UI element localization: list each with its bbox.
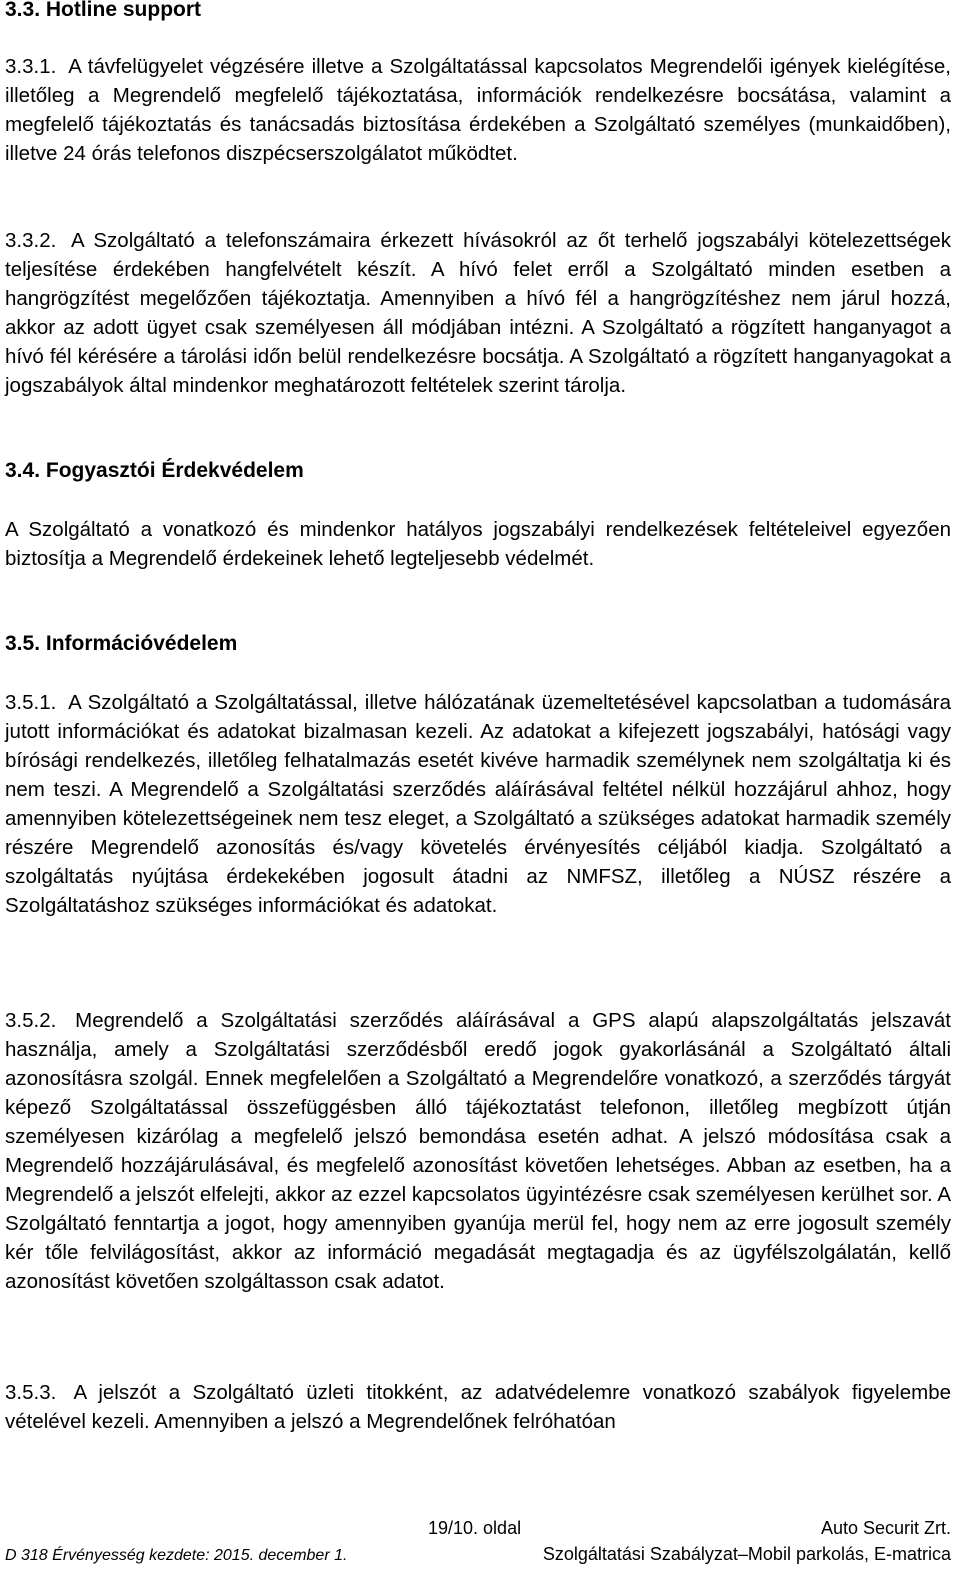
paragraph-number: 3.5.3. xyxy=(5,1381,57,1404)
paragraph-text: Megrendelő a Szolgáltatási szerződés aláírásával a GPS alapú alapszolgáltatás jelszavát használja, amely a Szolgáltatási szerződésből eredő jogok gyakorlásánál a Szolgáltató általi azonosításra szolgál. Ennek megfelelően a Szolgáltató a Megrendelőre vonatkozó, a szerződés tárgyát képező Szolgáltatással összefüggésben álló tájékoztatást telefonon, illetőleg megbízott útján személyesen kizárólag a megfelelő jelszó bemondása esetén adhat. A jelszó módosítása csak a Megrendelő hozzájárulásával, és megfelelő azonosítást követően lehetséges. Abban az esetben, ha a Megrendelő a jelszót elfelejti, akkor az ezzel kapcsolatos ügyintézésre csak személyesen kerülhet sor. A Szolgáltató fenntartja a jogot, hogy amennyiben gyanúja merül fel, hogy nem az erre jogosult személy kér tőle felvilágosítást, akkor az információ megadását megtagadja és az ügyfélszolgálatán, kellő azonosítást követően szolgáltasson csak adatot. xyxy=(5,1009,951,1293)
company-name: Auto Securit Zrt. xyxy=(820,1518,951,1538)
paragraph-3-3-1 xyxy=(5,52,951,168)
page-number: 19/10. oldal xyxy=(428,1518,522,1538)
paragraph-text: A távfelügyelet végzésére illetve a Szolgáltatással kapcsolatos Megrendelői igények kielégítése, illetőleg a Megrendelő megfelelő tájékoztatása, információk rendelkezésre bocsátása, valamint a megfelelő tájékoztatás és tanácsadás biztosítása érdekében a Szolgáltató személyes (munkaidőben), illetve 24 órás telefonos diszpécserszolgálatot működtet. xyxy=(5,55,951,165)
document-title: Szolgáltatási Szabályzat–Mobil parkolás, E-matrica xyxy=(542,1544,951,1564)
paragraph-number: 3.3.1. xyxy=(5,55,57,78)
section-heading-information-protection: 3.5. Információvédelem xyxy=(5,632,238,655)
paragraph-number: 3.5.2. xyxy=(5,1009,57,1032)
paragraph-text: A Szolgáltató a Szolgáltatással, illetve hálózatának üzemeltetésével kapcsolatban a tudomására jutott információkat és adatokat bizalmasan kezeli. Az adatokat a kifejezett jogszabályi, hatósági vagy bírósági rendelkezés, illetőleg felhatalmazás esetét kivéve harmadik személynek nem szolgáltatja ki és nem teszi. A Megrendelő a Szolgáltatási szerződés aláírásával feltétel nélkül hozzájárul ahhoz, hogy amennyiben kötelezettségeinek nem tesz eleget, a Szolgáltató a szükséges adatokat harmadik személy részére Megrendelő azonosítás és/vagy követelés érvényesítés céljából kiadja. Szolgáltató a szolgáltatás nyújtása érdekekében jogosult átadni az NMFSZ, illetőleg a NÚSZ részére a Szolgáltatáshoz szükséges információkat és adatokat. xyxy=(5,691,951,917)
paragraph-3-3-2 xyxy=(5,226,951,400)
document-id: D 318 Érvényesség kezdete: 2015. december 1. xyxy=(5,1547,348,1564)
paragraph-3-5-2 xyxy=(5,1006,951,1296)
paragraph-3-5-3 xyxy=(5,1378,951,1436)
paragraph-text: A Szolgáltató a telefonszámaira érkezett hívásokról az őt terhelő jogszabályi kötelezettségek teljesítése érdekében hangfelvételt készít. A hívó felet erről a Szolgáltató minden esetben a hangrögzítést megelőzően tájékoztatja. Amennyiben a hívó fél a hangrögzítéshez nem járul hozzá, akkor az adott ügyet csak személyesen áll módjában intézni. A Szolgáltató a rögzített hanganyagot a hívó fél kérésére a tárolási időn belül rendelkezésre bocsátja. A Szolgáltató a rögzített hanganyagokat a jogszabályok által mindenkor meghatározott feltételek szerint tárolja. xyxy=(5,229,951,397)
section-heading-consumer-protection: 3.4. Fogyasztói Érdekvédelem xyxy=(5,459,304,482)
paragraph-number: 3.5.1. xyxy=(5,691,57,714)
section-heading-hotline-support: 3.3. Hotline support xyxy=(5,0,202,21)
paragraph-number: 3.3.2. xyxy=(5,229,57,252)
page-footer xyxy=(5,1518,951,1578)
paragraph-3-5-1 xyxy=(5,688,951,920)
paragraph-3-4: A Szolgáltató a vonatkozó és mindenkor hatályos jogszabályi rendelkezések feltételeivel egyezően biztosítja a Megrendelő érdekeinek lehető legteljesebb védelmét. xyxy=(5,518,951,570)
paragraph-text: A jelszót a Szolgáltató üzleti titokként, az adatvédelemre vonatkozó szabályok figyelembe vételével kezeli. Amennyiben a jelszó a Megrendelőnek felróhatóan xyxy=(5,1381,951,1433)
